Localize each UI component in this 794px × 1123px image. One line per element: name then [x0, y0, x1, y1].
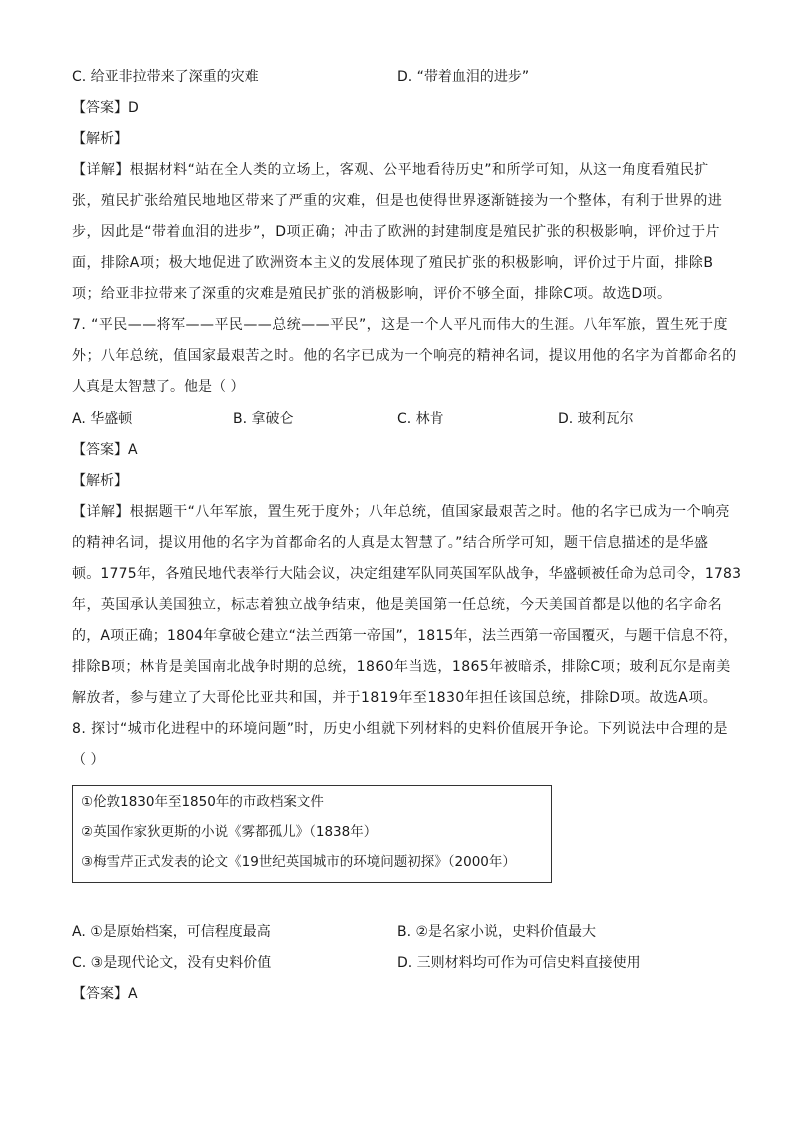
q7-detail-line: 的，A项正确；1804年拿破仑建立“法兰西第一帝国”，1815年，法兰西第一帝国覆灭，与题干信息不符， — [72, 628, 738, 644]
q6-option-c: C. 给亚非拉带来了深重的灾难 — [72, 69, 259, 85]
q8-answer: 【答案】A — [72, 986, 138, 1002]
q7-detail-line: 年，英国承认美国独立，标志着独立战争结束，他是美国第一任总统，今天美国首都是以他的名字命名 — [72, 597, 723, 613]
q7-option-d: D. 玻利瓦尔 — [558, 411, 634, 427]
q8-material-item: ①伦敦1830年至1850年的市政档案文件 — [81, 794, 324, 810]
q7-answer: 【答案】A — [72, 442, 138, 458]
q6-detail-line: 面，排除A项；极大地促进了欧洲资本主义的发展体现了殖民扩张的积极影响，评价过于片面，排除B — [72, 255, 714, 271]
q7-analysis-heading: 【解析】 — [72, 473, 128, 489]
q8-material-item: ②英国作家狄更斯的小说《雾都孤儿》（1838年） — [81, 824, 378, 840]
q8-option-c: C. ③是现代论文，没有史料价值 — [72, 955, 272, 971]
q6-detail-line: 项；给亚非拉带来了深重的灾难是殖民扩张的消极影响，评价不够全面，排除C项。故选D项。 — [72, 286, 672, 302]
q7-detail-line: 顿。1775年，各殖民地代表举行大陆会议，决定组建军队同英国军队战争，华盛顿被任命为总司令，1783 — [72, 566, 742, 582]
q6-answer: 【答案】D — [72, 100, 139, 116]
q7-option-c: C. 林肯 — [397, 411, 444, 427]
q8-materials-box — [72, 785, 552, 883]
q7-detail-line: 的精神名词，提议用他的名字为首都命名的人真是太智慧了。”结合所学可知，题干信息描述的是华盛 — [72, 535, 709, 551]
q6-option-d: D. “带着血泪的进步” — [397, 69, 530, 85]
q6-detail-line: 步，因此是“带着血泪的进步”，D项正确；冲击了欧洲的封建制度是殖民扩张的积极影响，评价过于片 — [72, 224, 720, 240]
q7-stem-line: 人真是太智慧了。他是（ ） — [72, 379, 245, 395]
q7-stem-line: 外；八年总统，值国家最艰苦之时。他的名字已成为一个响亮的精神名词，提议用他的名字为首都命名的 — [72, 348, 737, 364]
q7-option-a: A. 华盛顿 — [72, 411, 133, 427]
q8-option-b: B. ②是名家小说，史料价值最大 — [397, 924, 597, 940]
q8-stem-line: 8. 探讨“城市化进程中的环境问题”时，历史小组就下列材料的史料价值展开争论。下列说法中合理的是 — [72, 721, 728, 737]
q8-option-a: A. ①是原始档案，可信程度最高 — [72, 924, 271, 940]
q8-stem-line: （ ） — [72, 752, 105, 768]
q7-option-b: B. 拿破仑 — [233, 411, 294, 427]
q7-detail-line: 【详解】根据题干“八年军旅，置生死于度外；八年总统，值国家最艰苦之时。他的名字已成为一个响亮 — [72, 504, 730, 520]
q6-detail-line: 张，殖民扩张给殖民地地区带来了严重的灾难，但是也使得世界逐渐链接为一个整体，有利于世界的进 — [72, 193, 723, 209]
q7-stem-line: 7. “平民——将军——平民——总统——平民”，这是一个人平凡而伟大的生涯。八年军旅，置生死于度 — [72, 317, 728, 333]
q7-detail-line: 排除B项；林肯是美国南北战争时期的总统，1860年当选，1865年被暗杀，排除C项；玻利瓦尔是南美 — [72, 659, 731, 675]
q6-detail-line: 【详解】根据材料“站在全人类的立场上，客观、公平地看待历史”和所学可知，从这一角度看殖民扩 — [72, 162, 709, 178]
q7-detail-line: 解放者，参与建立了大哥伦比亚共和国，并于1819年至1830年担任该国总统，排除D项。故选A项。 — [72, 690, 718, 706]
q8-option-d: D. 三则材料均可作为可信史料直接使用 — [397, 955, 641, 971]
q6-analysis-heading: 【解析】 — [72, 131, 128, 147]
q8-material-item: ③梅雪芹正式发表的论文《19世纪英国城市的环境问题初探》（2000年） — [81, 854, 516, 870]
